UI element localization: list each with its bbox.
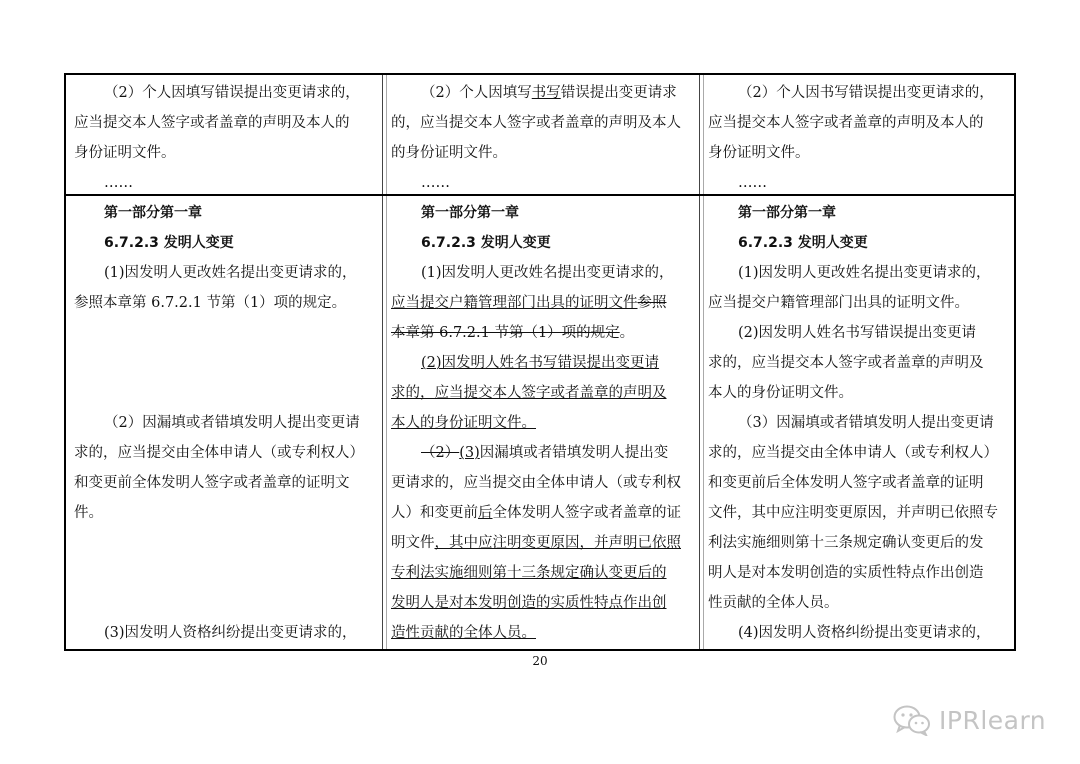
text-segment: 明文件	[391, 535, 435, 551]
text-line	[391, 503, 681, 523]
text-line: 更请求的，应当提交由全体申请人（或专利权	[391, 475, 681, 491]
text-line: (4)因发明人资格纠纷提出变更请求的，	[738, 625, 991, 641]
text-line: （2）因漏填或者错填发明人提出变更请	[104, 415, 360, 431]
text-line: ……	[104, 175, 133, 191]
text-line: 应当提交户籍管理部门出具的证明文件。	[708, 295, 969, 311]
text-line: 应当提交本人签字或者盖章的声明及本人的	[74, 115, 350, 131]
text-line: 和变更前全体发明人签字或者盖章的证明文	[74, 475, 350, 491]
text-line	[421, 83, 677, 103]
text-line: ……	[738, 175, 767, 191]
text-line: （2）个人因书写错误提出变更请求的，	[738, 85, 994, 101]
column-divider	[382, 75, 383, 649]
text-line: 求的，应当提交由全体申请人（或专利权人）	[74, 445, 364, 461]
text-line: 应当提交本人签字或者盖章的声明及本人的	[708, 115, 984, 131]
text-line: 性贡献的全体人员。	[708, 595, 839, 611]
text-segment: （2）个人因填写	[421, 85, 532, 101]
text-line: (1)因发明人更改姓名提出变更请求的，	[738, 265, 991, 281]
text-segment: 因漏填或者错填发明人提出变	[479, 445, 669, 461]
section-heading: 第一部分第一章	[104, 205, 202, 221]
text-line: 的身份证明文件。	[391, 145, 507, 161]
text-segment: 参照	[637, 295, 667, 311]
section-heading: 第一部分第一章	[421, 205, 519, 221]
text-line: (1)因发明人更改姓名提出变更请求的，	[104, 265, 357, 281]
column-divider	[699, 75, 700, 649]
text-segment: (3)	[459, 445, 480, 461]
text-line: 身份证明文件。	[74, 145, 176, 161]
text-segment: 书写	[531, 85, 561, 101]
text-segment: 应当提交户籍管理部门出具的证明文件	[391, 295, 638, 311]
text-segment: （2）	[421, 445, 460, 461]
page-number: 20	[532, 654, 548, 668]
text-line: 的，应当提交本人签字或者盖章的声明及本人	[391, 115, 681, 131]
text-line: (2)因发明人姓名书写错误提出变更请	[738, 325, 977, 341]
text-segment: 后	[478, 505, 493, 521]
text-segment: 错误提出变更请求	[560, 85, 677, 101]
text-segment: 。	[619, 325, 635, 341]
text-line: （3）因漏填或者错填发明人提出变更请	[738, 415, 994, 431]
text-line	[391, 533, 681, 553]
text-line: （2）个人因填写错误提出变更请求的，	[104, 85, 360, 101]
text-segment: 全体发明人签字或者盖章的证	[492, 505, 681, 521]
text-line: 求的，应当提交本人签字或者盖章的声明及	[391, 385, 667, 401]
text-line: (2)因发明人姓名书写错误提出变更请	[421, 355, 660, 371]
text-segment: ，其中应注明变更原因，并声明已依照	[434, 535, 681, 551]
text-line: ……	[421, 175, 450, 191]
text-line: 本人的身份证明文件。	[708, 385, 853, 401]
text-line: 求的，应当提交由全体申请人（或专利权人）	[708, 445, 998, 461]
watermark	[893, 702, 1046, 738]
text-line: 参照本章第 6.7.2.1 节第（1）项的规定。	[74, 295, 347, 311]
comparison-table	[64, 73, 1016, 651]
column-divider	[703, 75, 704, 649]
text-segment: 人）和变更前	[391, 505, 478, 521]
section-heading: 第一部分第一章	[738, 205, 836, 221]
text-line: 利法实施细则第十三条规定确认变更后的发	[708, 535, 984, 551]
text-segment: 本章第 6.7.2.1 节第（1）项的规定	[391, 325, 620, 341]
row-divider	[66, 194, 1014, 196]
watermark-text: IPRlearn	[939, 705, 1047, 735]
section-heading: 6.7.2.3 发明人变更	[421, 235, 551, 251]
text-line	[391, 293, 667, 313]
text-line: 明人是对本发明创造的实质性特点作出创造	[708, 565, 984, 581]
text-line: 造性贡献的全体人员。	[391, 625, 536, 641]
wechat-icon	[893, 704, 931, 736]
text-line: 求的，应当提交本人签字或者盖章的声明及	[708, 355, 984, 371]
text-line: (1)因发明人更改姓名提出变更请求的，	[421, 265, 674, 281]
text-line	[421, 443, 668, 463]
text-line: (3)因发明人资格纠纷提出变更请求的，	[104, 625, 357, 641]
text-line: 件。	[74, 505, 103, 521]
section-heading: 6.7.2.3 发明人变更	[104, 235, 234, 251]
text-line: 身份证明文件。	[708, 145, 810, 161]
text-line	[391, 323, 634, 343]
text-line: 本人的身份证明文件。	[391, 415, 536, 431]
text-line: 和变更前后全体发明人签字或者盖章的证明	[708, 475, 984, 491]
text-line: 专利法实施细则第十三条规定确认变更后的	[391, 565, 667, 581]
column-divider	[386, 75, 387, 649]
section-heading: 6.7.2.3 发明人变更	[738, 235, 868, 251]
text-line: 文件，其中应注明变更原因，并声明已依照专	[708, 505, 998, 521]
text-line: 发明人是对本发明创造的实质性特点作出创	[391, 595, 667, 611]
